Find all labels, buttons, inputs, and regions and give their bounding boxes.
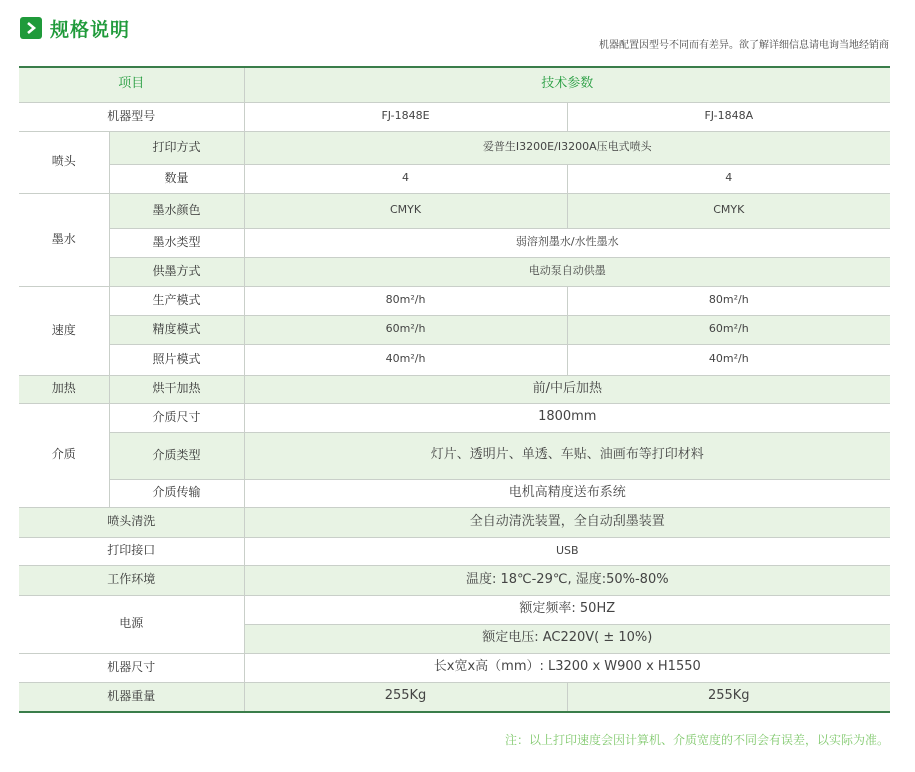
group-label: 喷头 [19,131,109,193]
table-row [19,131,890,164]
cell-value: 40m²/h [244,344,567,375]
cell-value: 额定频率: 50HZ [244,595,890,624]
cell-value: FJ-1848A [567,102,890,131]
table-header-row [19,67,890,102]
group-label: 墨水 [19,193,109,286]
cell-value: 全自动清洗装置，全自动刮墨装置 [244,507,890,537]
table-row [19,479,890,507]
row-label: 精度模式 [109,315,244,344]
row-label: 墨水颜色 [109,193,244,228]
row-label: 工作环境 [19,565,244,595]
cell-value: 4 [567,164,890,193]
row-label: 喷头清洗 [19,507,244,537]
cell-value: 40m²/h [567,344,890,375]
row-label: 介质尺寸 [109,403,244,432]
col-header-params: 技术参数 [244,67,890,102]
cell-value: 电动泵自动供墨 [244,257,890,286]
cell-value: 1800mm [244,403,890,432]
cell-value: 电机高精度送布系统 [244,479,890,507]
row-label: 电源 [19,595,244,653]
cell-value: 灯片、透明片、单透、车贴、油画布等打印材料 [244,432,890,479]
spec-table [19,66,890,713]
table-row [19,432,890,479]
group-label: 速度 [19,286,109,375]
col-header-item: 项目 [19,67,244,102]
cell-value: 前/中后加热 [244,375,890,403]
row-label: 打印方式 [109,131,244,164]
cell-value: 60m²/h [567,315,890,344]
table-row [19,344,890,375]
row-label: 数量 [109,164,244,193]
table-row [19,653,890,682]
cell-value: CMYK [567,193,890,228]
table-row [19,102,890,131]
table-row [19,257,890,286]
row-label: 打印接口 [19,537,244,565]
section-header [20,14,130,42]
cell-value: 爱普生I3200E/I3200A压电式喷头 [244,131,890,164]
row-label: 烘干加热 [109,375,244,403]
row-label: 照片模式 [109,344,244,375]
table-row [19,595,890,624]
page-title: 规格说明 [50,18,131,41]
cell-value: 80m²/h [244,286,567,315]
row-label: 机器型号 [19,102,244,131]
chevron-right-icon [20,17,42,39]
header-note: 机器配置因型号不同而有差异。欲了解详细信息请电询当地经销商 [599,40,889,51]
cell-value: 4 [244,164,567,193]
row-label: 供墨方式 [109,257,244,286]
group-label: 加热 [19,375,109,403]
cell-value: FJ-1848E [244,102,567,131]
table-row [19,682,890,712]
cell-value: 弱溶剂墨水/水性墨水 [244,228,890,257]
cell-value: 255Kg [244,682,567,712]
cell-value: 温度: 18℃-29℃, 湿度:50%-80% [244,565,890,595]
cell-value: CMYK [244,193,567,228]
row-label: 生产模式 [109,286,244,315]
row-label: 墨水类型 [109,228,244,257]
table-row [19,537,890,565]
row-label: 介质类型 [109,432,244,479]
row-label: 机器尺寸 [19,653,244,682]
cell-value: 长x宽x高（mm）: L3200 x W900 x H1550 [244,653,890,682]
row-label: 介质传输 [109,479,244,507]
cell-value: 60m²/h [244,315,567,344]
cell-value: USB [244,537,890,565]
group-label: 介质 [19,403,109,507]
row-label: 机器重量 [19,682,244,712]
table-row [19,164,890,193]
cell-value: 255Kg [567,682,890,712]
footnote: 注：以上打印速度会因计算机、介质宽度的不同会有误差，以实际为准。 [504,733,889,747]
table-row [19,565,890,595]
table-row [19,375,890,403]
table-row [19,228,890,257]
table-row [19,315,890,344]
cell-value: 80m²/h [567,286,890,315]
table-row [19,193,890,228]
table-row [19,403,890,432]
cell-value: 额定电压: AC220V( ± 10%) [244,624,890,653]
table-row [19,286,890,315]
table-row [19,507,890,537]
